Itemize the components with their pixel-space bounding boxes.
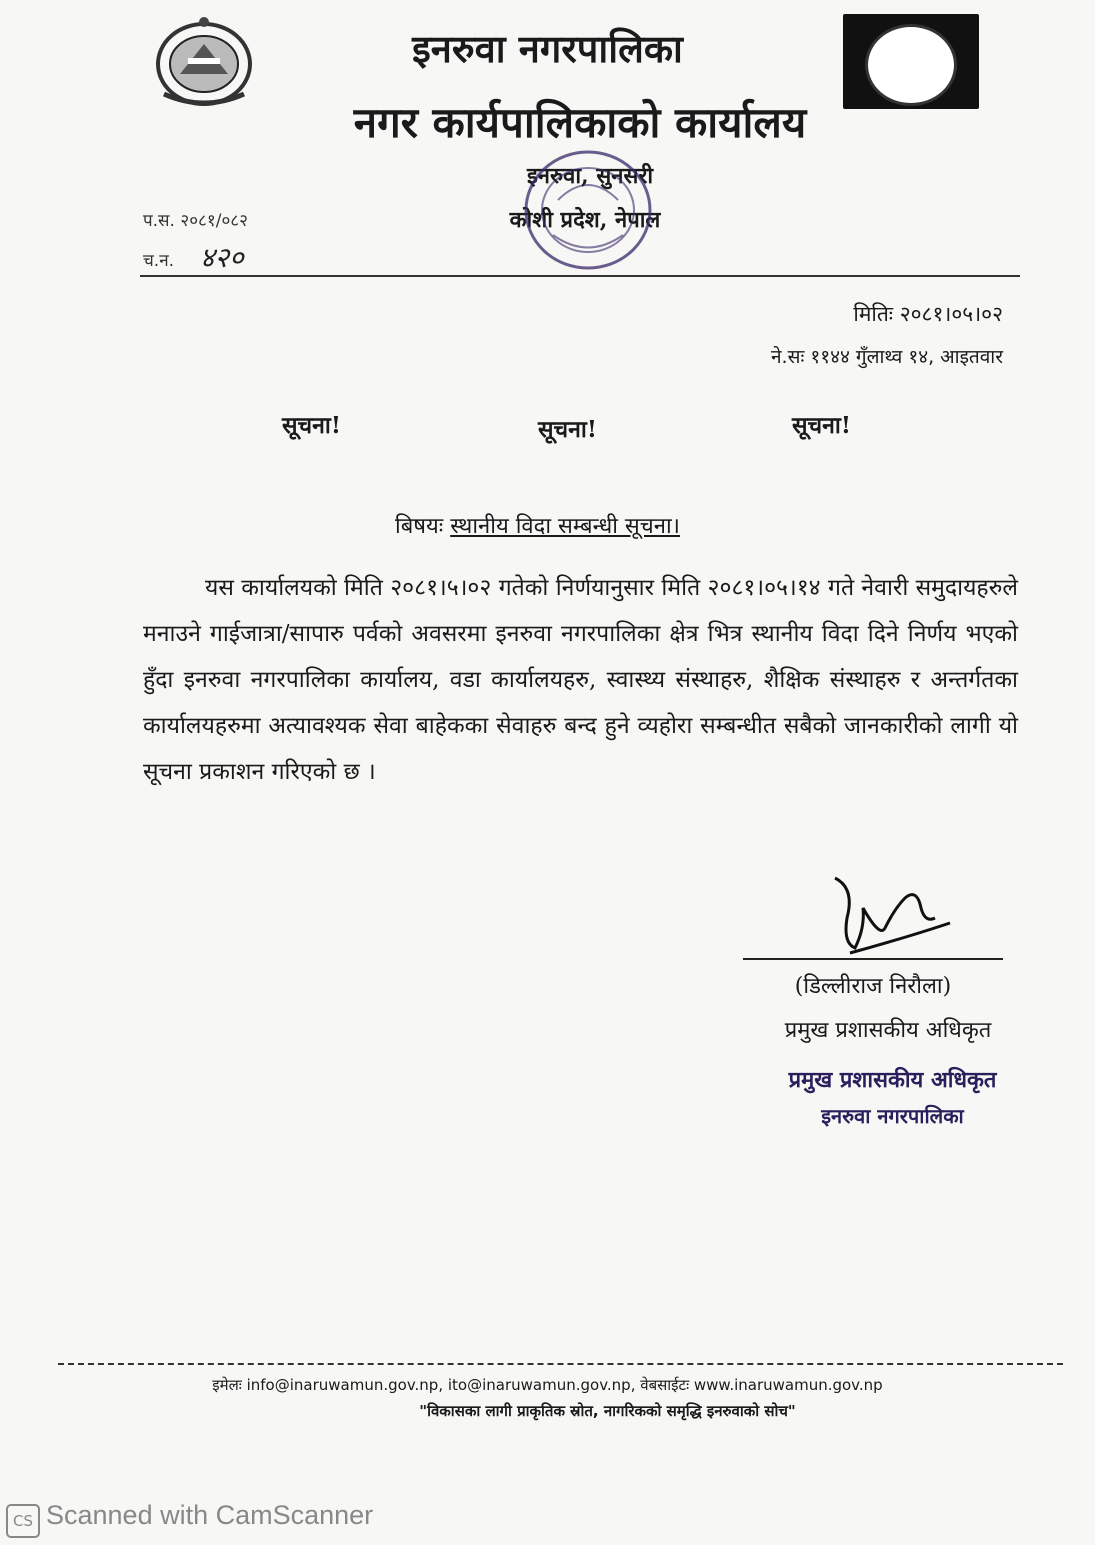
camscanner-logo-icon: CS bbox=[6, 1504, 40, 1538]
subject-line bbox=[395, 510, 680, 540]
subject-text: स्थानीय विदा सम्बन्धी सूचना। bbox=[450, 514, 681, 539]
org-name-line1: इनरुवा नगरपालिका bbox=[412, 26, 683, 71]
dispatch-number-value: ४२० bbox=[200, 241, 244, 274]
footer-divider bbox=[58, 1363, 1063, 1365]
signatory-name: (डिल्लीराज निरौला) bbox=[794, 974, 952, 999]
notice-body-paragraph: यस कार्यालयको मिति २०८१।५।०२ गतेको निर्णयानुसार मिति २०८१।०५।१४ गते नेवारी समुदायहरुले मनाउने गाईजात्रा/सापारु पर्वको अवसरमा इनरुवा नगरपालिका क्षेत्र भित्र स्थानीय विदा दिने निर्णय भएको हुँदा इनरुवा नगरपालिका कार्यालय, वडा कार्यालयहरु, स्वास्थ्य संस्थाहरु, शैक्षिक संस्थाहरु र अन्तर्गतका कार्यालयहरुमा अत्यावश्यक सेवा बाहेकका सेवाहरु बन्द हुने व्यहोरा सम्बन्धीत सबैको जानकारीको लागी यो सूचना प्रकाशन गरिएको छ । bbox=[143, 575, 1018, 785]
notice-heading-2: सूचना! bbox=[538, 416, 597, 443]
notice-heading-1: सूचना! bbox=[282, 412, 341, 439]
signature-line bbox=[743, 958, 1003, 960]
header-divider bbox=[140, 275, 1020, 277]
notice-heading-3: सूचना! bbox=[792, 412, 851, 439]
nepal-sambat-date: ने.सः ११४४ गुँलाथ्व १४, आइतवार bbox=[771, 346, 1003, 368]
subject-prefix: बिषयः bbox=[395, 514, 451, 539]
camscanner-watermark: Scanned with CamScanner bbox=[46, 1500, 374, 1530]
reference-number: प.स. २०८१/०८२ bbox=[143, 211, 248, 231]
signatory-title: प्रमुख प्रशासकीय अधिकृत bbox=[784, 1018, 992, 1043]
org-address-line2: कोशी प्रदेश, नेपाल bbox=[509, 207, 661, 233]
stamp-title: प्रमुख प्रशासकीय अधिकृत bbox=[788, 1067, 997, 1093]
footer-contact: इमेलः info@inaruwamun.gov.np, ito@inaruwamun.gov.np, वेबसाईटः www.inaruwamun.gov.np bbox=[212, 1376, 883, 1394]
stamp-org: इनरुवा नगरपालिका bbox=[821, 1104, 964, 1128]
org-address-line1: इनरुवा, सुनसरी bbox=[526, 163, 654, 189]
handwritten-signature-icon bbox=[825, 868, 955, 958]
office-round-stamp-icon bbox=[498, 140, 668, 290]
issue-date: मितिः २०८१।०५।०२ bbox=[853, 302, 1003, 326]
org-name-line2: नगर कार्यपालिकाको कार्यालय bbox=[353, 98, 807, 147]
footer-slogan: "विकासका लागी प्राकृतिक स्रोत, नागरिकको समृद्धि इनरुवाको सोच" bbox=[419, 1402, 796, 1420]
notice-body bbox=[143, 565, 1018, 795]
dispatch-number-label: च.न. bbox=[143, 251, 175, 271]
